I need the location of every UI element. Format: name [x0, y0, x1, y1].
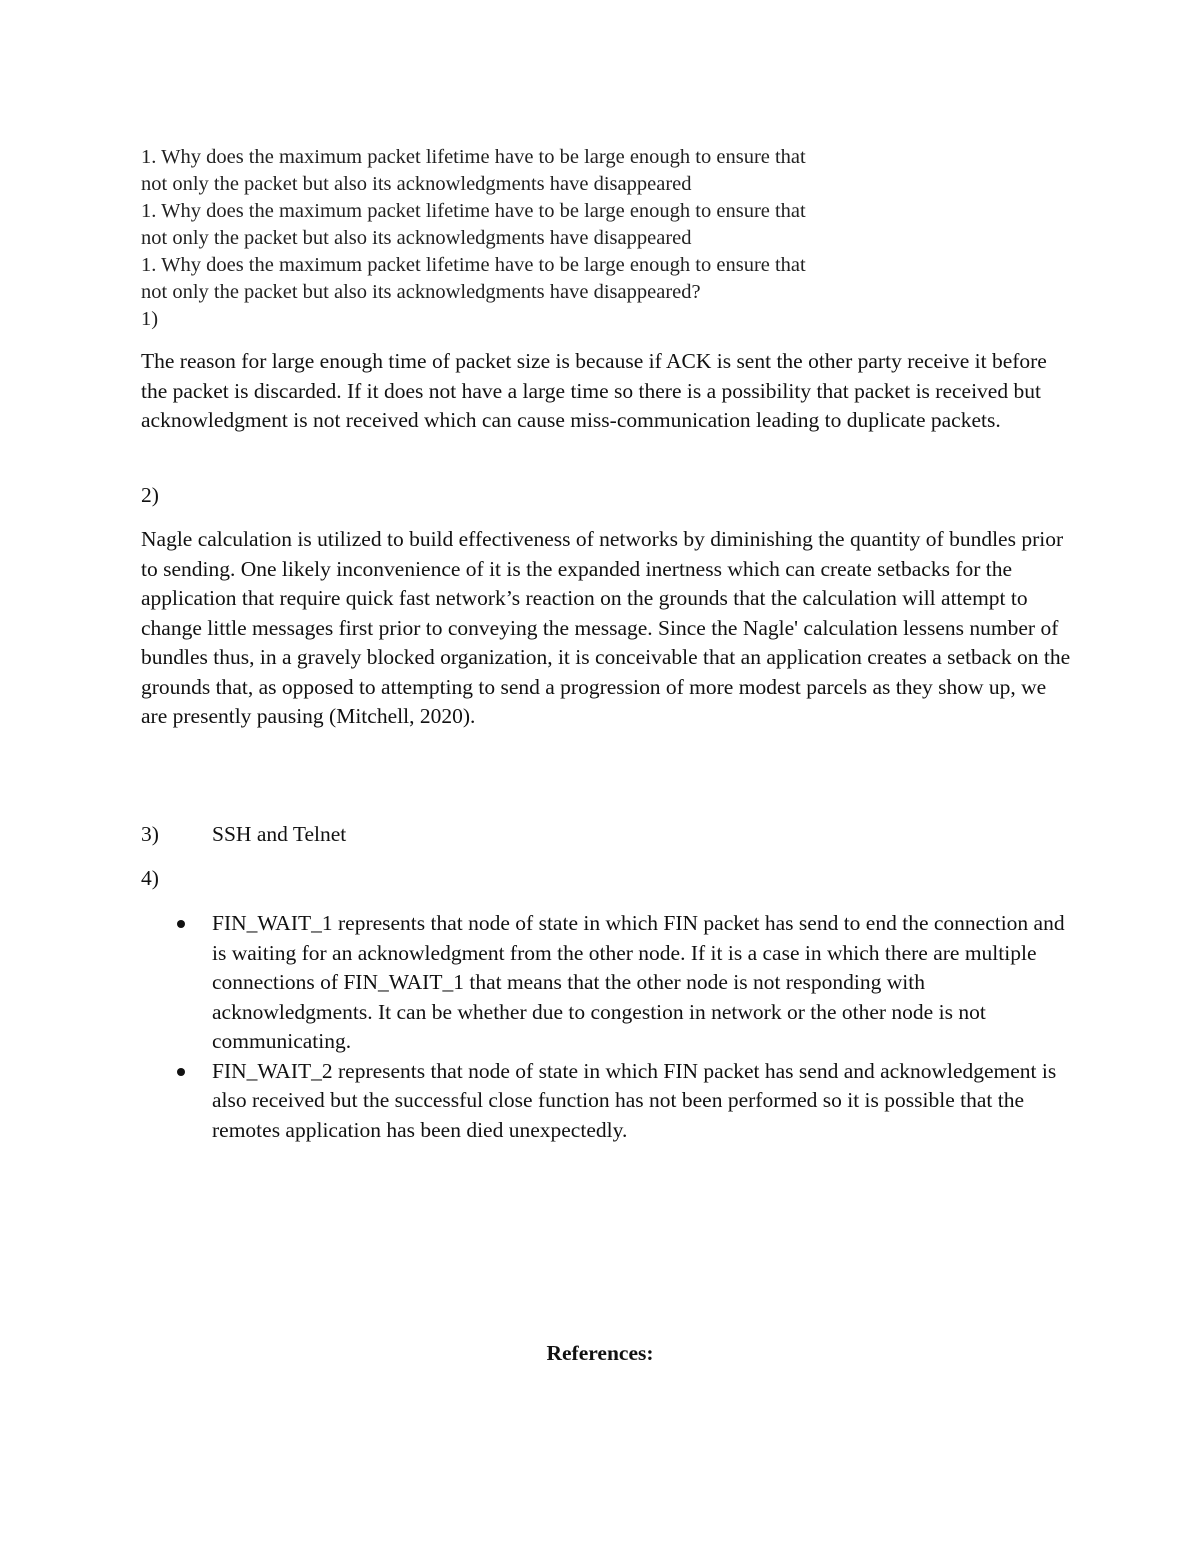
bullet-icon	[177, 1068, 185, 1076]
question-line: not only the packet but also its acknowledgments have disappeared?	[141, 281, 701, 303]
list-item	[141, 909, 1071, 1057]
question-block	[141, 144, 941, 333]
question-line: not only the packet but also its acknowledgments have disappeared	[141, 173, 692, 195]
answer-4-label: 4)	[141, 866, 159, 890]
question-line: not only the packet but also its acknowledgments have disappeared	[141, 227, 692, 249]
answer-3-text: SSH and Telnet	[212, 822, 347, 846]
answer-1-label: 1)	[141, 308, 159, 330]
answer-4-bullet-list	[141, 909, 1071, 1145]
question-line: 1. Why does the maximum packet lifetime have to be large enough to ensure that	[141, 200, 806, 222]
bullet-text: FIN_WAIT_1 represents that node of state in which FIN packet has send to end the connection and is waiting for an acknowledgment from the other node. If it is a case in which there are multiple connections of FIN_WAIT_1 that means that the other node is not responding with acknowledgments. It can be whether due to congestion in network or the other node is not communicating.	[212, 911, 1065, 1053]
answer-2-paragraph: Nagle calculation is utilized to build effectiveness of networks by diminishing the quantity of bundles prior to sending. One likely inconvenience of it is the expanded inertness which can create setbacks for the application that require quick fast network’s reaction on the grounds that the calculation will attempt to change little messages first prior to conveying the message. Since the Nagle' calculation lessens number of bundles thus, in a gravely blocked organization, it is conceivable that an application creates a setback on the grounds that, as opposed to attempting to send a progression of more modest parcels as they show up, we are presently pausing (Mitchell, 2020).	[141, 527, 1071, 728]
question-line: 1. Why does the maximum packet lifetime have to be large enough to ensure that	[141, 254, 806, 276]
answer-2-label: 2)	[141, 483, 159, 507]
answer-3-label: 3)	[141, 822, 159, 846]
list-item	[141, 1057, 1071, 1146]
bullet-icon	[177, 920, 185, 928]
references-heading: References:	[546, 1341, 654, 1365]
question-line: 1. Why does the maximum packet lifetime have to be large enough to ensure that	[141, 146, 806, 168]
answer-1-paragraph: The reason for large enough time of packet size is because if ACK is sent the other party receive it before the packet is discarded. If it does not have a large time so there is a possibility that packet is received but acknowledgment is not received which can cause miss-communication leading to duplicate packets.	[141, 349, 1047, 432]
bullet-text: FIN_WAIT_2 represents that node of state in which FIN packet has send and acknowledgement is also received but the successful close function has not been performed so it is possible that the remotes application has been died unexpectedly.	[212, 1058, 1057, 1142]
